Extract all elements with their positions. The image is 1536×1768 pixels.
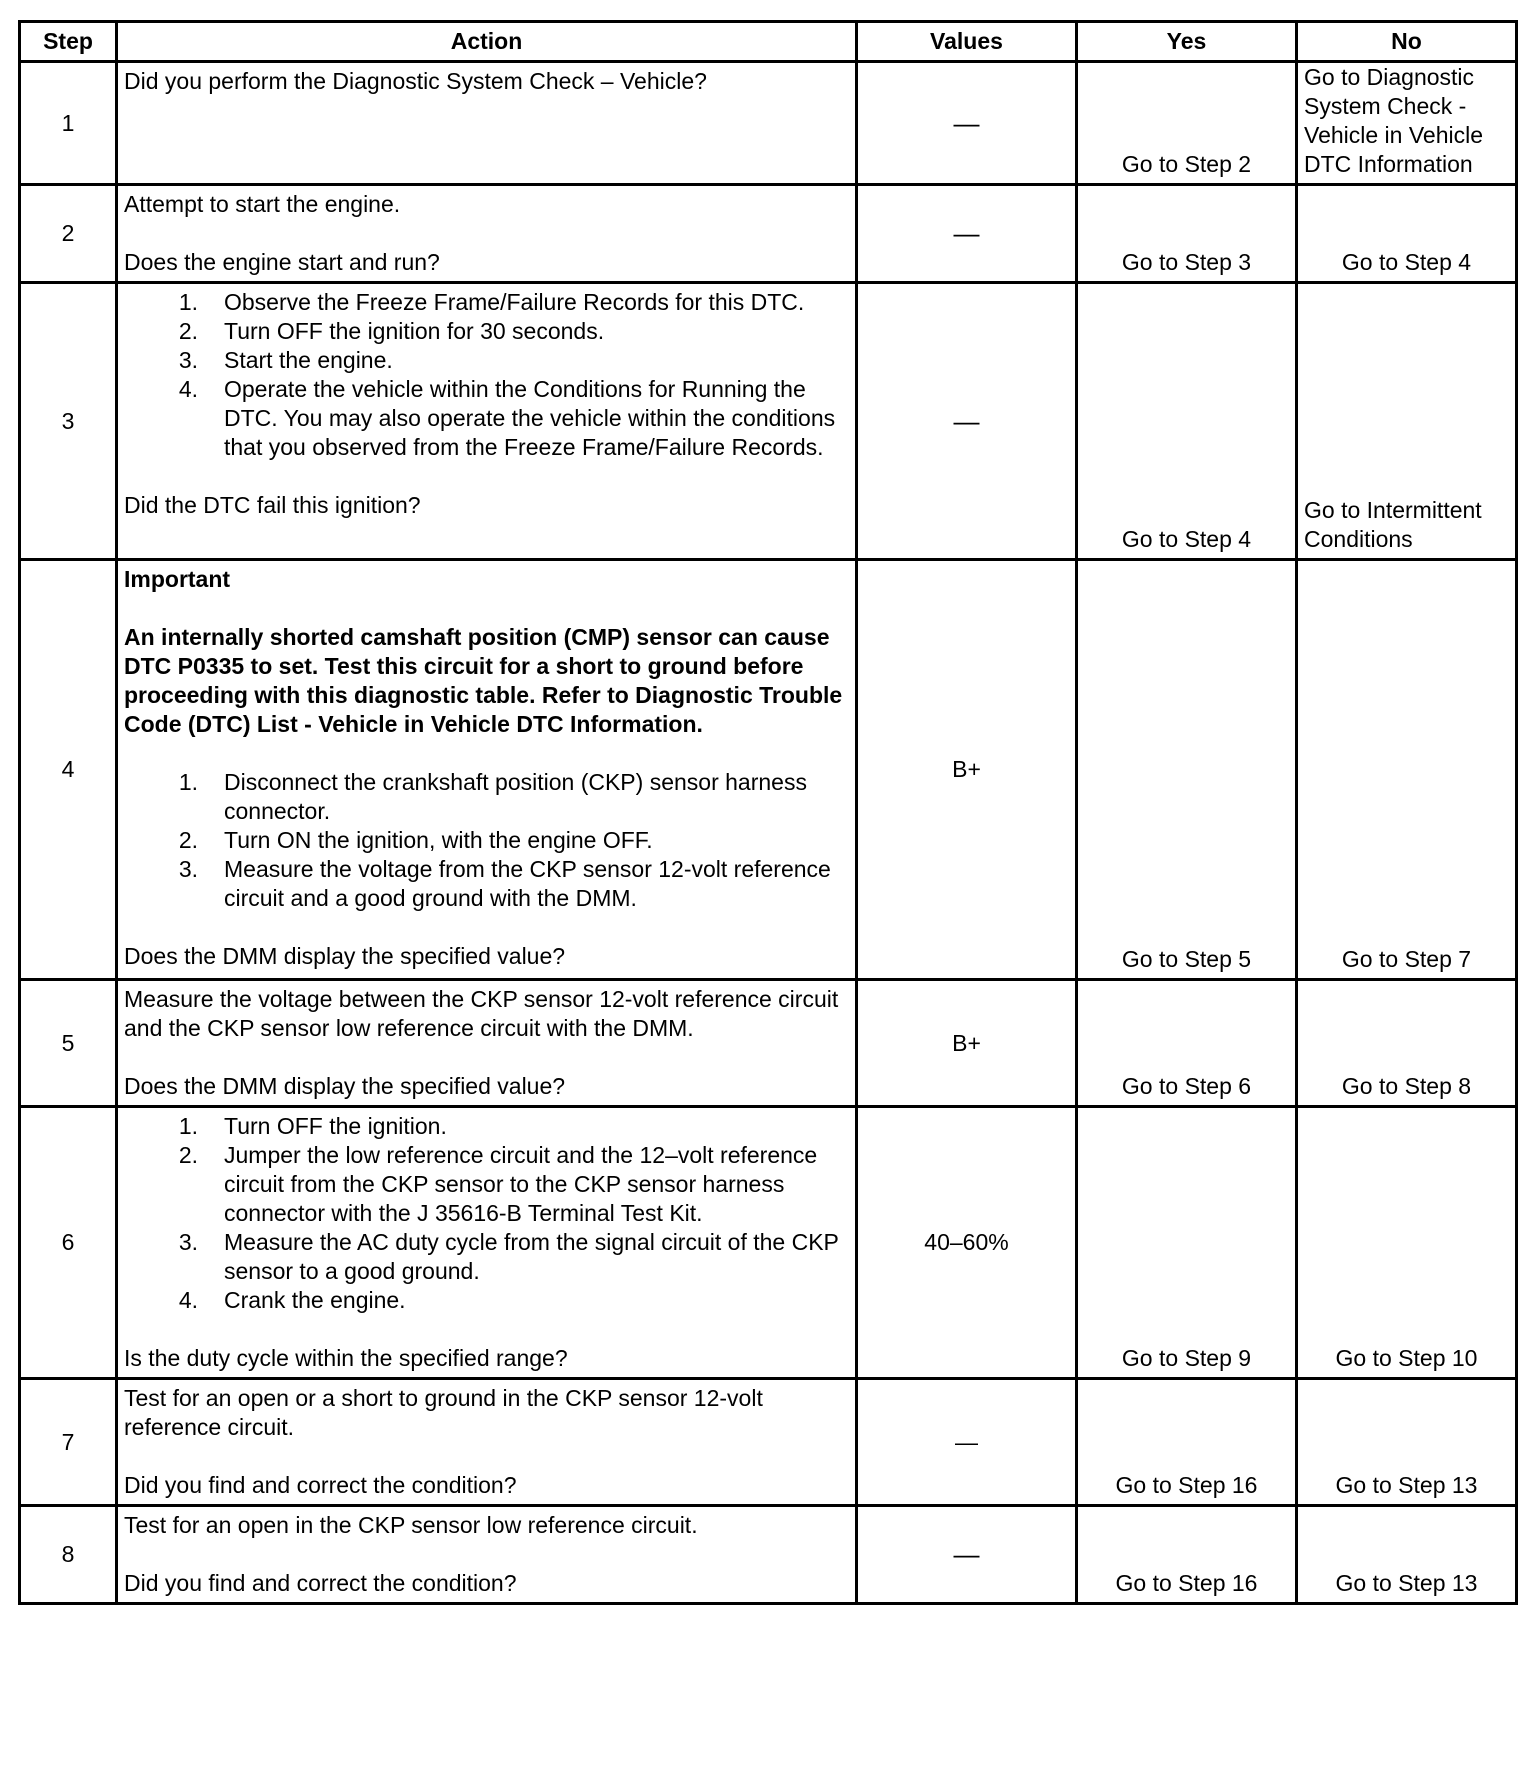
procedure-list	[124, 1112, 849, 1315]
action-cell	[117, 185, 857, 283]
table-row-step-3	[20, 283, 1517, 560]
table-row-step-7	[20, 1379, 1517, 1506]
value-cell: —	[857, 62, 1077, 185]
step-number: 3	[20, 283, 117, 560]
table-row-step-2	[20, 185, 1517, 283]
value-cell: B+	[857, 560, 1077, 980]
action-cell	[117, 980, 857, 1107]
procedure-list	[124, 288, 849, 462]
step-number: 8	[20, 1506, 117, 1604]
header-action: Action	[117, 22, 857, 62]
value-cell: —	[857, 185, 1077, 283]
yes-result: Go to Step 16	[1077, 1506, 1297, 1604]
header-no: No	[1297, 22, 1517, 62]
header-row	[20, 22, 1517, 62]
no-result: Go to Step 10	[1297, 1107, 1517, 1379]
action-question: Does the DMM display the specified value?	[124, 1073, 566, 1099]
important-label: Important	[124, 566, 231, 592]
no-result: Go to Step 13	[1297, 1506, 1517, 1604]
step-number: 5	[20, 980, 117, 1107]
diagnostic-table	[18, 20, 1518, 1605]
step-number: 4	[20, 560, 117, 980]
list-item: 3. Measure the voltage from the CKP sensor 12-volt reference circuit and a good ground with the DMM.	[178, 856, 831, 911]
action-question: Does the DMM display the specified value?	[124, 943, 566, 969]
action-cell	[117, 62, 857, 185]
yes-result: Go to Step 2	[1077, 62, 1297, 185]
no-result: Go to Step 4	[1297, 185, 1517, 283]
important-note: An internally shorted camshaft position (CMP) sensor can cause DTC P0335 to set. Test this circuit for a short to ground before proceeding with this diagnostic table. Refer to Diagnostic Trouble Code (DTC) List - Vehicle in Vehicle DTC Information.	[124, 624, 843, 737]
no-result: Go to Intermittent Conditions	[1297, 283, 1517, 560]
list-item: 3. Start the engine.	[178, 347, 393, 373]
action-text: Attempt to start the engine.	[124, 191, 401, 217]
list-item: 2. Turn ON the ignition, with the engine OFF.	[178, 827, 653, 853]
action-cell	[117, 1506, 857, 1604]
step-number: 7	[20, 1379, 117, 1506]
yes-result: Go to Step 16	[1077, 1379, 1297, 1506]
action-text: Test for an open or a short to ground in the CKP sensor 12-volt reference circuit.	[124, 1385, 763, 1440]
action-question: Does the engine start and run?	[124, 249, 440, 275]
value-cell: 40–60%	[857, 1107, 1077, 1379]
step-number: 6	[20, 1107, 117, 1379]
header-values: Values	[857, 22, 1077, 62]
procedure-list	[124, 768, 849, 913]
list-item: 1. Disconnect the crankshaft position (CKP) sensor harness connector.	[178, 769, 807, 824]
no-result: Go to Step 13	[1297, 1379, 1517, 1506]
list-item: 2. Turn OFF the ignition for 30 seconds.	[178, 318, 605, 344]
table-row-step-1	[20, 62, 1517, 185]
action-text: Test for an open in the CKP sensor low reference circuit.	[124, 1512, 698, 1538]
table-row-step-4	[20, 560, 1517, 980]
action-question: Is the duty cycle within the specified range?	[124, 1345, 568, 1371]
yes-result: Go to Step 4	[1077, 283, 1297, 560]
yes-result: Go to Step 5	[1077, 560, 1297, 980]
table-row-step-6	[20, 1107, 1517, 1379]
yes-result: Go to Step 3	[1077, 185, 1297, 283]
action-cell	[117, 1107, 857, 1379]
value-cell: B+	[857, 980, 1077, 1107]
no-result: Go to Diagnostic System Check - Vehicle in Vehicle DTC Information	[1297, 62, 1517, 185]
list-item: 3. Measure the AC duty cycle from the signal circuit of the CKP sensor to a good ground.	[178, 1229, 839, 1284]
list-item: 4. Crank the engine.	[178, 1287, 406, 1313]
yes-result: Go to Step 9	[1077, 1107, 1297, 1379]
action-question: Did the DTC fail this ignition?	[124, 492, 421, 518]
action-question: Did you find and correct the condition?	[124, 1570, 517, 1596]
value-cell: —	[857, 1379, 1077, 1506]
step-number: 1	[20, 62, 117, 185]
header-step: Step	[20, 22, 117, 62]
value-cell: —	[857, 1506, 1077, 1604]
no-result: Go to Step 7	[1297, 560, 1517, 980]
value-cell: —	[857, 283, 1077, 560]
list-item: 1. Observe the Freeze Frame/Failure Records for this DTC.	[178, 289, 805, 315]
action-question: Did you find and correct the condition?	[124, 1472, 517, 1498]
header-yes: Yes	[1077, 22, 1297, 62]
no-result: Go to Step 8	[1297, 980, 1517, 1107]
action-text: Did you perform the Diagnostic System Check – Vehicle?	[124, 68, 707, 94]
action-cell	[117, 1379, 857, 1506]
yes-result: Go to Step 6	[1077, 980, 1297, 1107]
action-cell	[117, 560, 857, 980]
table-row-step-8	[20, 1506, 1517, 1604]
action-text: Measure the voltage between the CKP sensor 12-volt reference circuit and the CKP sensor low reference circuit with the DMM.	[124, 986, 839, 1041]
list-item: 2. Jumper the low reference circuit and the 12–volt reference circuit from the CKP sensor to the CKP sensor harness connector with the J 35616-B Terminal Test Kit.	[178, 1142, 818, 1226]
list-item: 4. Operate the vehicle within the Conditions for Running the DTC. You may also operate the vehicle within the conditions that you observed from the Freeze Frame/Failure Records.	[178, 376, 836, 460]
table-row-step-5	[20, 980, 1517, 1107]
step-number: 2	[20, 185, 117, 283]
list-item: 1. Turn OFF the ignition.	[178, 1113, 447, 1139]
action-cell	[117, 283, 857, 560]
